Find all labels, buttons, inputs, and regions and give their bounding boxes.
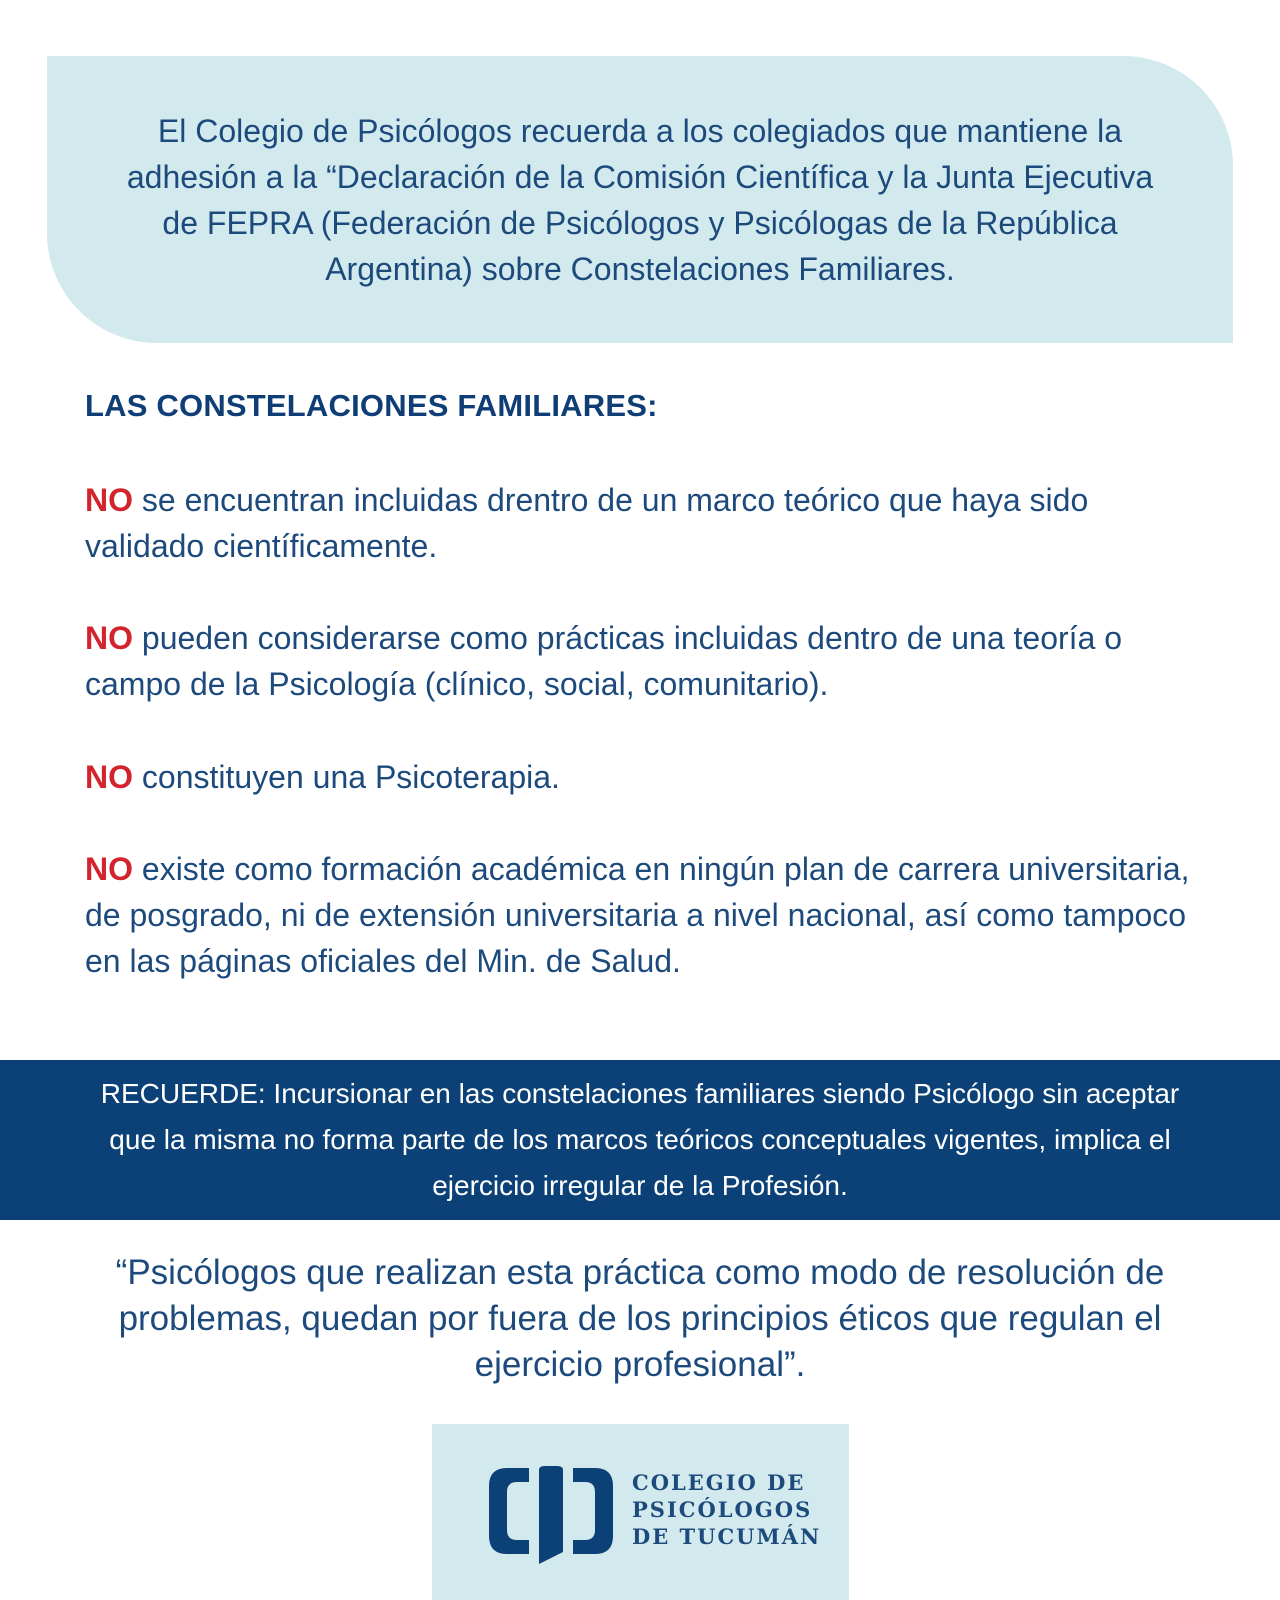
statement-2 bbox=[85, 615, 1195, 707]
logo-box bbox=[432, 1424, 849, 1600]
statement-1 bbox=[85, 477, 1195, 569]
no-label: NO bbox=[85, 620, 133, 656]
ethics-quote: “Psicólogos que realizan esta práctica como modo de resolución de problemas, quedan por fuera de los principios éticos que regulan el ejercicio profesional”. bbox=[115, 1253, 1165, 1384]
statement-text: constituyen una Psicoterapia. bbox=[133, 759, 560, 795]
colegio-logo-icon bbox=[487, 1466, 615, 1564]
intro-box bbox=[47, 56, 1233, 343]
no-label: NO bbox=[85, 851, 133, 887]
logo-wordmark bbox=[632, 1469, 821, 1550]
intro-text: El Colegio de Psicólogos recuerda a los colegiados que mantiene la adhesión a la “Declaración de la Comisión Científica y la Junta Ejecutiva de FEPRA (Federación de Psicólogos y Psicólogas de la República Argentina) sobre Constelaciones Familiares. bbox=[126, 112, 1154, 287]
statement-text: existe como formación académica en ningún plan de carrera universitaria, de posgrado, ni de extensión universitaria a nivel nacional, así como tampoco en las páginas oficiales del Min. de Salud. bbox=[85, 851, 1190, 979]
logo-line-3: DE TUCUMÁN bbox=[632, 1524, 822, 1549]
no-label: NO bbox=[85, 482, 133, 518]
reminder-band bbox=[0, 1060, 1280, 1220]
reminder-text: RECUERDE: Incursionar en las constelaciones familiares siendo Psicólogo sin aceptar que la misma no forma parte de los marcos teóricos conceptuales vigentes, implica el ejercicio irregular de la Profesión. bbox=[100, 1078, 1180, 1201]
no-label: NO bbox=[85, 759, 133, 795]
statement-3 bbox=[85, 754, 1195, 800]
section-heading: LAS CONSTELACIONES FAMILIARES: bbox=[85, 388, 658, 423]
statement-text: se encuentran incluidas drentro de un marco teórico que haya sido validado científicamente. bbox=[85, 482, 1089, 564]
statement-4 bbox=[85, 846, 1195, 984]
logo-line-1: COLEGIO DE bbox=[632, 1470, 806, 1495]
statement-text: pueden considerarse como prácticas incluidas dentro de una teoría o campo de la Psicología (clínico, social, comunitario). bbox=[85, 620, 1123, 702]
logo-line-2: PSICÓLOGOS bbox=[632, 1497, 813, 1522]
